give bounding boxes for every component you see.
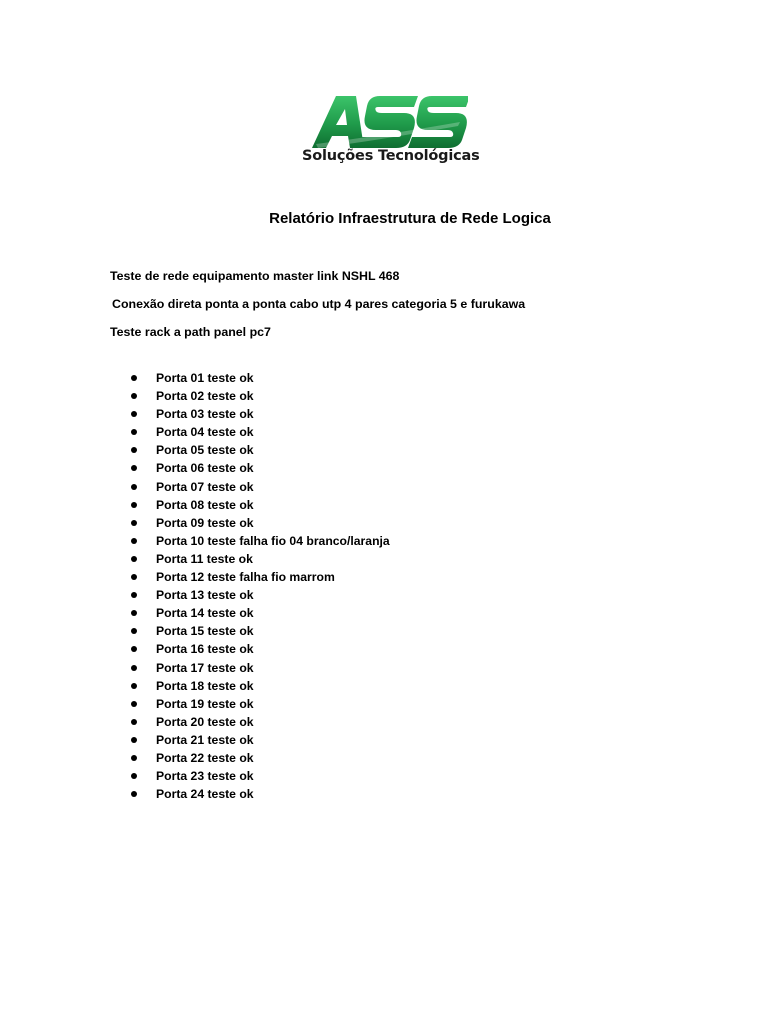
- port-list-item: [130, 767, 390, 785]
- report-title-text: Relatório Infraestrutura de Rede Logica: [269, 210, 551, 227]
- bullet-icon: [131, 737, 137, 743]
- port-list-item: [130, 387, 390, 405]
- bullet-icon: [131, 592, 137, 598]
- port-result-text: Porta 23 teste ok: [156, 769, 254, 784]
- port-result-text: Porta 09 teste ok: [156, 515, 254, 530]
- port-list-item: [130, 459, 390, 477]
- port-list-item: [130, 514, 390, 532]
- ass-logo-mark: [310, 92, 468, 150]
- port-list-item: [130, 405, 390, 423]
- port-list-item: [130, 441, 390, 459]
- port-list-item: [130, 749, 390, 767]
- port-result-text: Porta 10 teste falha fio 04 branco/laranja: [156, 533, 390, 548]
- port-result-text: Porta 05 teste ok: [156, 443, 254, 458]
- bullet-icon: [131, 447, 137, 453]
- port-list-item: [130, 496, 390, 514]
- port-list-item: [130, 695, 390, 713]
- bullet-icon: [131, 465, 137, 471]
- port-result-text: Porta 22 teste ok: [156, 750, 254, 765]
- port-list-item: [130, 586, 390, 604]
- equipment-test-line: Teste de rede equipamento master link NSHL 468: [110, 269, 400, 283]
- port-result-text: Porta 19 teste ok: [156, 696, 254, 711]
- port-list-item: [130, 659, 390, 677]
- port-result-text: Porta 06 teste ok: [156, 461, 254, 476]
- bullet-icon: [131, 484, 137, 490]
- port-result-text: Porta 14 teste ok: [156, 606, 254, 621]
- port-list-item: [130, 568, 390, 586]
- bullet-icon: [131, 375, 137, 381]
- port-list-item: [130, 731, 390, 749]
- port-result-text: Porta 03 teste ok: [156, 407, 254, 422]
- port-test-list: [130, 369, 390, 803]
- port-result-text: Porta 17 teste ok: [156, 660, 254, 675]
- port-list-item: [130, 640, 390, 658]
- connection-line: Conexão direta ponta a ponta cabo utp 4 pares categoria 5 e furukawa: [112, 297, 526, 311]
- bullet-icon: [131, 574, 137, 580]
- bullet-icon: [131, 683, 137, 689]
- port-result-text: Porta 07 teste ok: [156, 479, 254, 494]
- bullet-icon: [131, 502, 137, 508]
- bullet-icon: [131, 538, 137, 544]
- port-result-text: Porta 24 teste ok: [156, 787, 254, 802]
- port-list-item: [130, 677, 390, 695]
- bullet-icon: [131, 411, 137, 417]
- report-title: [0, 210, 768, 227]
- bullet-icon: [131, 628, 137, 634]
- port-list-item: [130, 785, 390, 803]
- port-list-item: [130, 423, 390, 441]
- port-result-text: Porta 18 teste ok: [156, 678, 254, 693]
- bullet-icon: [131, 429, 137, 435]
- bullet-icon: [131, 556, 137, 562]
- bullet-icon: [131, 719, 137, 725]
- port-list-item: [130, 550, 390, 568]
- bullet-icon: [131, 610, 137, 616]
- port-result-text: Porta 04 teste ok: [156, 425, 254, 440]
- port-result-text: Porta 11 teste ok: [156, 551, 253, 566]
- bullet-icon: [131, 701, 137, 707]
- bullet-icon: [131, 791, 137, 797]
- bullet-icon: [131, 393, 137, 399]
- port-list-item: [130, 532, 390, 550]
- bullet-icon: [131, 755, 137, 761]
- port-list-item: [130, 369, 390, 387]
- bullet-icon: [131, 646, 137, 652]
- port-list-item: [130, 604, 390, 622]
- company-logo: [300, 92, 480, 172]
- port-result-text: Porta 12 teste falha fio marrom: [156, 570, 335, 585]
- port-result-text: Porta 08 teste ok: [156, 497, 254, 512]
- port-result-text: Porta 15 teste ok: [156, 624, 254, 639]
- port-result-text: Porta 13 teste ok: [156, 588, 254, 603]
- port-result-text: Porta 01 teste ok: [156, 371, 254, 385]
- port-result-text: Porta 02 teste ok: [156, 389, 254, 404]
- port-result-text: Porta 20 teste ok: [156, 714, 254, 729]
- port-list-item: [130, 622, 390, 640]
- bullet-icon: [131, 773, 137, 779]
- port-result-text: Porta 16 teste ok: [156, 642, 254, 657]
- port-result-text: Porta 21 teste ok: [156, 732, 254, 747]
- bullet-icon: [131, 520, 137, 526]
- port-list-item: [130, 713, 390, 731]
- rack-test-line: Teste rack a path panel pc7: [110, 325, 271, 339]
- logo-subtitle: Soluções Tecnológicas: [302, 148, 480, 164]
- bullet-icon: [131, 665, 137, 671]
- port-list-item: [130, 478, 390, 496]
